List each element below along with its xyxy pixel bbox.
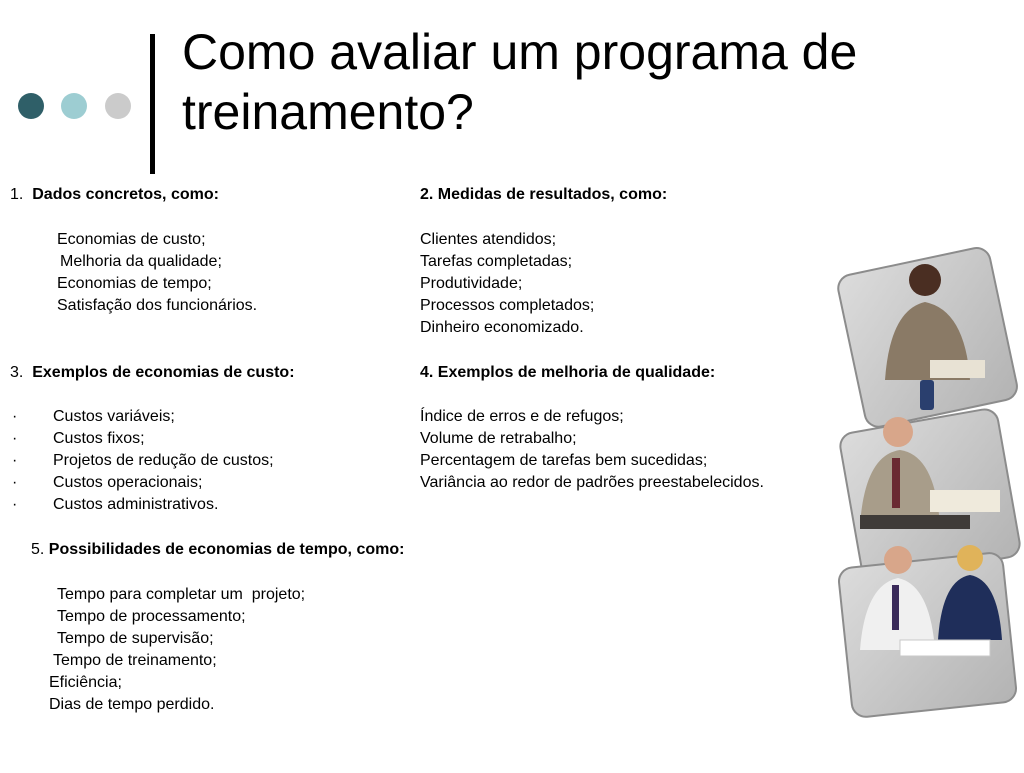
slide-title: Como avaliar um programa de treinamento? xyxy=(182,24,858,140)
section1-header xyxy=(10,184,219,206)
section4-number: 4. xyxy=(420,364,434,381)
section2-heading: Medidas de resultados, como: xyxy=(437,186,668,203)
section5-item-3: Tempo de supervisão; xyxy=(57,630,214,647)
section5-item-1: Tempo para completar um projeto; xyxy=(57,586,306,603)
dot-dark-teal xyxy=(18,93,44,119)
photo-tile-3 xyxy=(838,545,1018,718)
section3-bullet-3: · xyxy=(12,452,18,469)
section5-item-4: Tempo de treinamento; xyxy=(53,652,217,669)
title-divider xyxy=(150,34,155,174)
section3-header xyxy=(10,362,295,384)
section4-item-2: Volume de retrabalho; xyxy=(420,430,577,447)
section3-bullet-1: · xyxy=(12,408,18,425)
section2-item-1: Clientes atendidos; xyxy=(420,231,557,248)
section1-heading: Dados concretos, como: xyxy=(32,186,219,203)
section1-item-3: Economias de tempo; xyxy=(57,275,212,292)
section1-item-4: Satisfação dos funcionários. xyxy=(57,297,258,314)
section1-item-2: Melhoria da qualidade; xyxy=(60,253,222,270)
section1-item-1: Economias de custo; xyxy=(57,231,206,248)
section3-bullet-2: · xyxy=(12,430,18,447)
section1-number: 1. xyxy=(10,186,24,203)
dot-light-teal xyxy=(61,93,87,119)
section5-item-5: Eficiência; xyxy=(49,674,122,691)
section3-item-2: Custos fixos; xyxy=(53,430,145,447)
section5-item-6: Dias de tempo perdido. xyxy=(49,696,215,713)
section3-bullet-5: · xyxy=(12,496,18,513)
section5-item-2: Tempo de processamento; xyxy=(57,608,246,625)
section3-item-5: Custos administrativos. xyxy=(53,496,219,513)
section3-item-3: Projetos de redução de custos; xyxy=(53,452,274,469)
section2-item-5: Dinheiro economizado. xyxy=(420,319,584,336)
section2-header xyxy=(420,184,667,206)
dot-gray xyxy=(105,93,131,119)
section5-header xyxy=(31,539,404,561)
section4-heading: Exemplos de melhoria de qualidade: xyxy=(437,364,716,381)
section3-bullet-4: · xyxy=(12,474,18,491)
section4-item-1: Índice de erros e de refugos; xyxy=(420,408,624,425)
decorative-dots xyxy=(18,93,130,121)
section4-header xyxy=(420,362,715,384)
section2-number: 2. xyxy=(420,186,434,203)
section2-item-4: Processos completados; xyxy=(420,297,595,314)
photo-tile-1 xyxy=(836,245,1020,429)
section3-number: 3. xyxy=(10,364,24,381)
section3-item-4: Custos operacionais; xyxy=(53,474,203,491)
section3-item-1: Custos variáveis; xyxy=(53,408,175,425)
section4-item-3: Percentagem de tarefas bem sucedidas; xyxy=(420,452,708,469)
section4-item-4: Variância ao redor de padrões preestabelecidos. xyxy=(420,474,764,491)
section5-number: 5. xyxy=(31,541,45,558)
section2-item-2: Tarefas completadas; xyxy=(420,253,573,270)
section5-heading: Possibilidades de economias de tempo, como: xyxy=(48,541,405,558)
section3-heading: Exemplos de economias de custo: xyxy=(32,364,295,381)
business-people-photo xyxy=(830,240,1024,768)
section2-item-3: Produtividade; xyxy=(420,275,523,292)
